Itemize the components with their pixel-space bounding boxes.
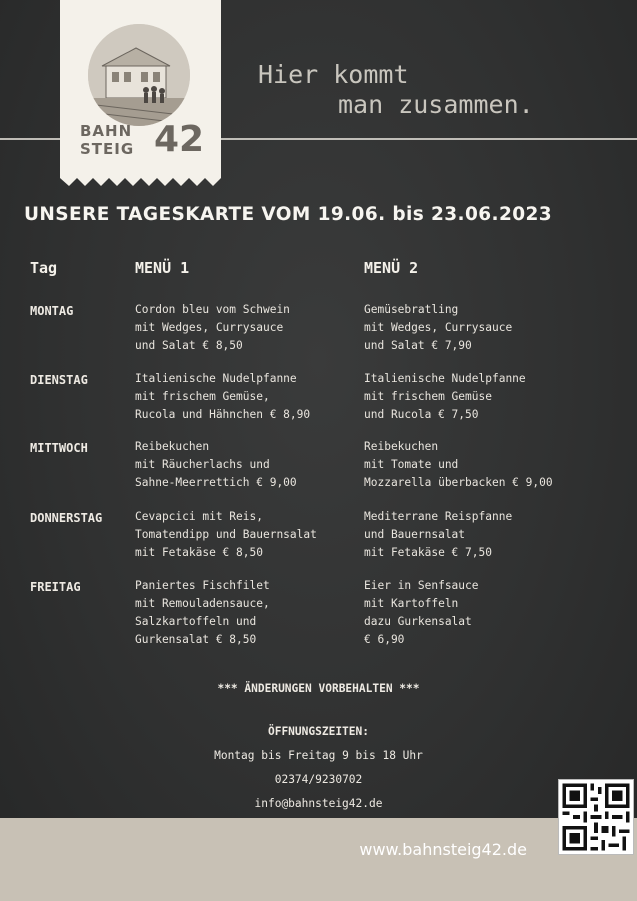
- qr-code-icon[interactable]: [558, 779, 634, 855]
- logo-wordmark: [76, 120, 216, 166]
- phone-number: 02374/9230702: [274, 773, 363, 786]
- column-header-menu1: MENÜ 1: [135, 259, 190, 277]
- day-friday: FREITAG: [30, 580, 81, 594]
- thursday-menu1: Cevapcici mit Reis, Tomatendipp und Bauernsalat mit Fetakäse € 8,50: [135, 510, 317, 559]
- menu-heading: UNSERE TAGESKARTE VOM 19.06. bis 23.06.2023: [24, 204, 553, 225]
- website-link[interactable]: www.bahnsteig42.de: [359, 840, 527, 859]
- tuesday-menu2: Italienische Nudelpfanne mit frischem Gemüse und Rucola € 7,50: [364, 372, 526, 421]
- logo-word-steig: STEIG: [80, 140, 135, 158]
- friday-menu1: Paniertes Fischfilet mit Remouladensauce, Salzkartoffeln und Gurkensalat € 8,50: [135, 579, 270, 646]
- friday-menu2: Eier in Senfsauce mit Kartoffeln dazu Gurkensalat € 6,90: [364, 579, 479, 646]
- station-illustration: [88, 24, 190, 126]
- logo-ribbon-edge: [60, 170, 221, 186]
- day-thursday: DONNERSTAG: [30, 511, 103, 525]
- station-sketch-icon: [88, 24, 190, 126]
- slogan-line-1: Hier kommt: [258, 60, 409, 89]
- logo-word-bahn: BAHN: [80, 122, 133, 140]
- day-wednesday: MITTWOCH: [30, 441, 88, 455]
- day-tuesday: DIENSTAG: [30, 373, 88, 387]
- wednesday-menu1: Reibekuchen mit Räucherlachs und Sahne-Meerrettich € 9,00: [135, 440, 297, 489]
- changes-notice: *** ÄNDERUNGEN VORBEHALTEN ***: [217, 682, 420, 695]
- column-header-menu2: MENÜ 2: [364, 259, 419, 277]
- day-monday: MONTAG: [30, 304, 74, 318]
- column-header-day: Tag: [30, 259, 58, 277]
- slogan-line-2: man zusammen.: [338, 90, 534, 119]
- monday-menu2: Gemüsebratling mit Wedges, Currysauce und Salat € 7,90: [364, 303, 513, 352]
- slogan: [258, 60, 534, 120]
- wednesday-menu2: Reibekuchen mit Tomate und Mozzarella überbacken € 9,00: [364, 440, 553, 489]
- monday-menu1: Cordon bleu vom Schwein mit Wedges, Currysauce und Salat € 8,50: [135, 303, 290, 352]
- logo-number: 42: [154, 119, 205, 160]
- opening-hours-title: ÖFFNUNGSZEITEN:: [267, 725, 370, 738]
- thursday-menu2: Mediterrane Reispfanne und Bauernsalat mit Fetakäse € 7,50: [364, 510, 513, 559]
- logo: [60, 0, 221, 178]
- opening-hours-text: Montag bis Freitag 9 bis 18 Uhr: [214, 749, 423, 762]
- footer-band: [0, 818, 637, 901]
- tuesday-menu1: Italienische Nudelpfanne mit frischem Gemüse, Rucola und Hähnchen € 8,90: [135, 372, 311, 421]
- email-address[interactable]: info@bahnsteig42.de: [254, 797, 383, 810]
